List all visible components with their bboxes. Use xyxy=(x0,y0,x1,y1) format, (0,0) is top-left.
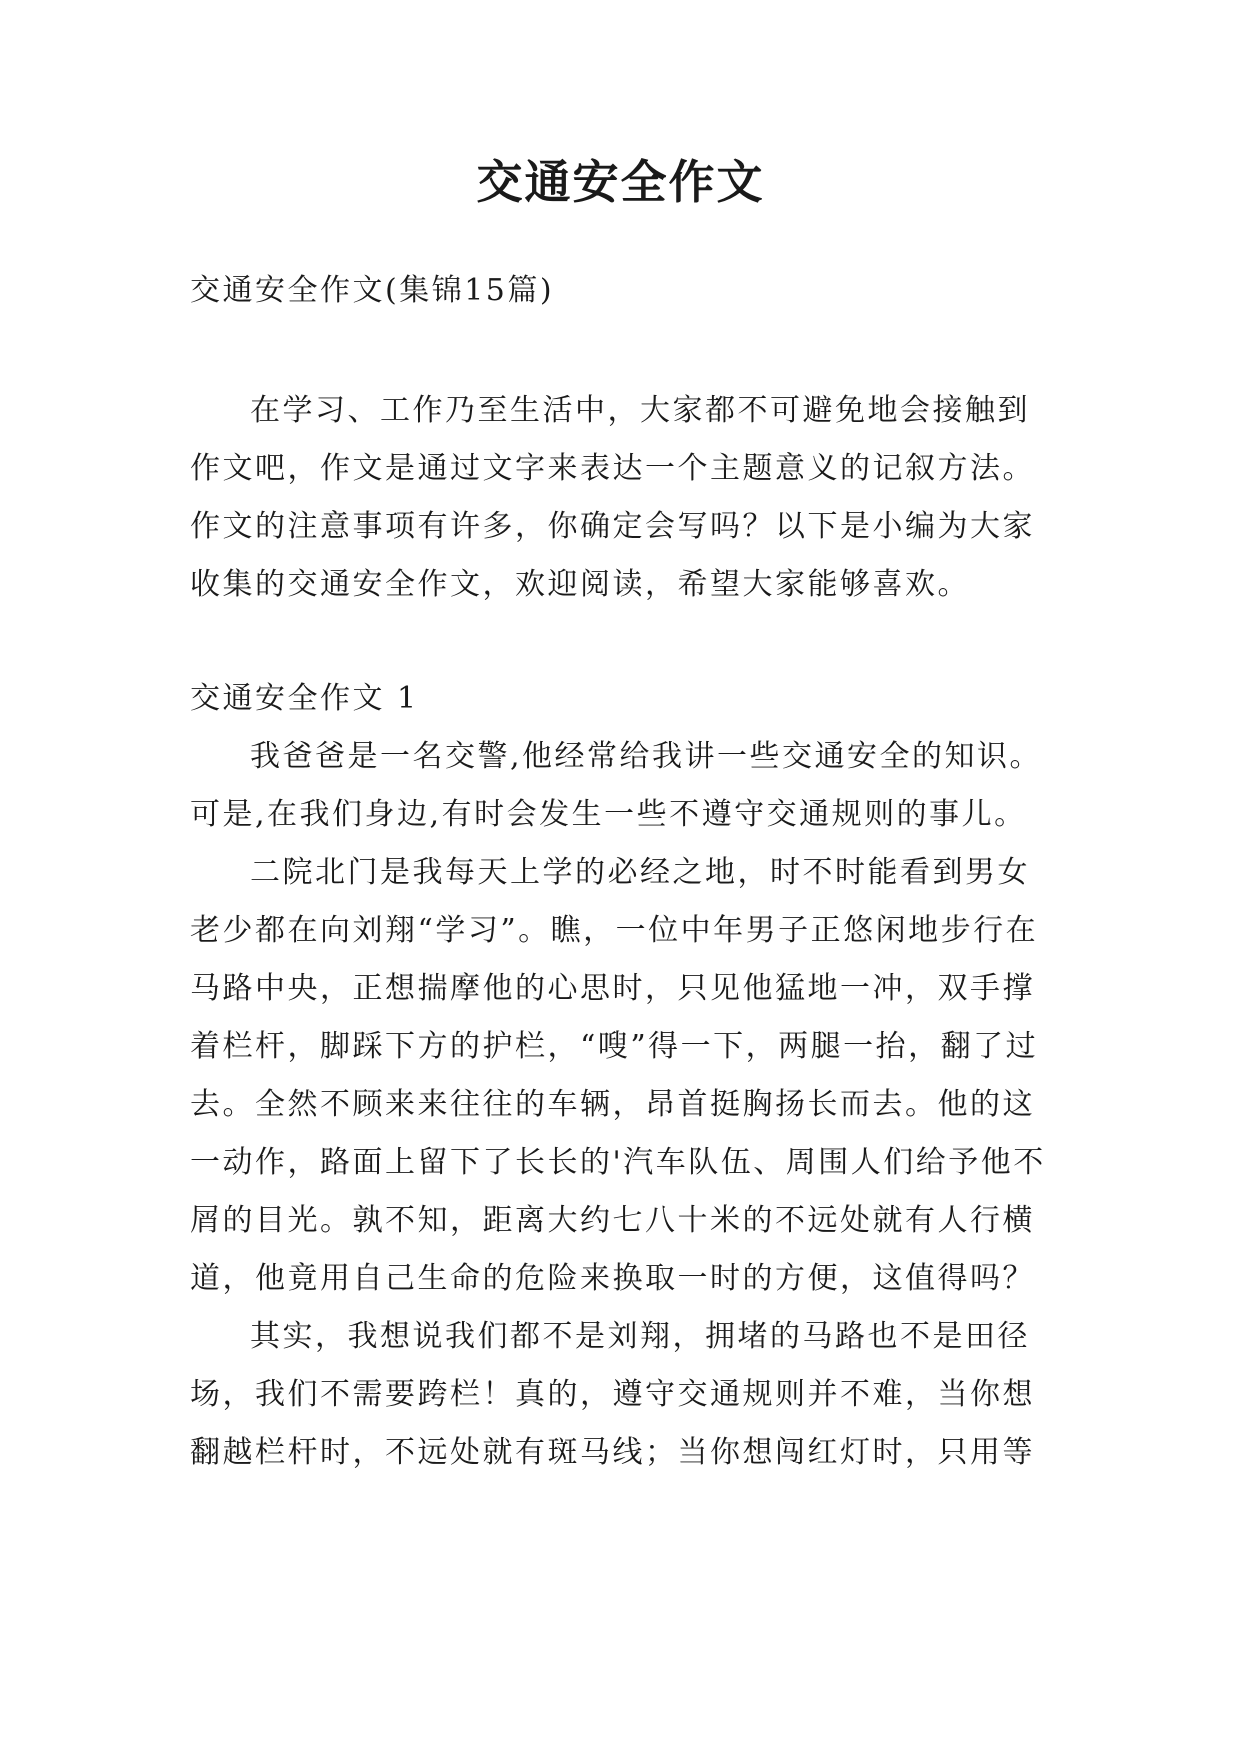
body-paragraph-1: 我爸爸是一名交警,他经常给我讲一些交通安全的知识。可是,在我们身边,有时会发生一些不遵守交通规则的事儿。 xyxy=(190,739,1043,832)
document-title: 交通安全作文 xyxy=(476,155,765,209)
section-heading: 交通安全作文 1 xyxy=(190,681,419,716)
document-body xyxy=(190,262,1060,1482)
document-subtitle: 交通安全作文(集锦15篇) xyxy=(190,273,555,308)
body-paragraph-3: 其实，我想说我们都不是刘翔，拥堵的马路也不是田径场，我们不需要跨栏！真的，遵守交通规则并不难，当你想翻越栏杆时，不远处就有斑马线；当你想闯红灯时，只用等 xyxy=(190,1319,1035,1470)
body-paragraph-2: 二院北门是我每天上学的必经之地，时不时能看到男女老少都在向刘翔“学习”。瞧，一位中年男子正悠闲地步行在马路中央，正想揣摩他的心思时，只见他猛地一冲，双手撑着栏杆，脚踩下方的护栏，“嗖”得一下，两腿一抬，翻了过去。全然不顾来来往往的车辆，昂首挺胸扬长而去。他的这一动作，路面上留下了长长的'汽车队伍、周围人们给予他不屑的目光。孰不知，距离大约七八十米的不远处就有人行横道，他竟用自己生命的危险来换取一时的方便，这值得吗？ xyxy=(190,855,1046,1296)
intro-paragraph: 在学习、工作乃至生活中，大家都不可避免地会接触到作文吧，作文是通过文字来表达一个主题意义的记叙方法。作文的注意事项有许多，你确定会写吗？以下是小编为大家收集的交通安全作文，欢迎阅读，希望大家能够喜欢。 xyxy=(190,393,1035,602)
